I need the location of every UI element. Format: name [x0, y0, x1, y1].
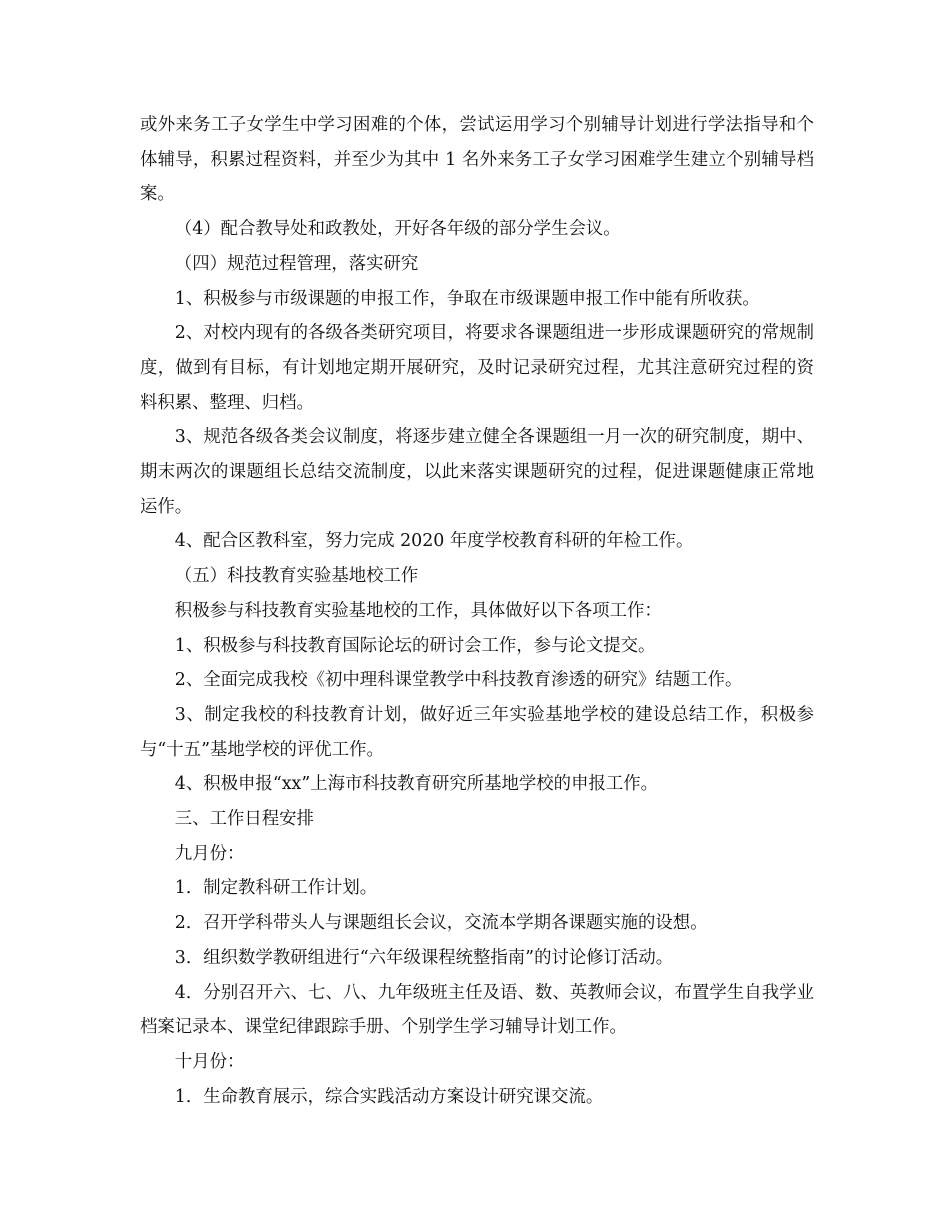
- list-item: 2．召开学科带头人与课题组长会议，交流本学期各课题实施的设想。: [174, 913, 708, 934]
- paragraph: 1、积极参与科技教育国际论坛的研讨会工作，参与论文提交。: [174, 635, 656, 656]
- section-heading: 三、工作日程安排: [174, 809, 314, 830]
- list-item: 1．制定教科研工作计划。: [174, 878, 378, 899]
- list-item: 3．组织数学教研组进行“六年级课程统整指南”的讨论修订活动。: [174, 947, 674, 968]
- paragraph: 4、配合区教科室，努力完成 2020 年度学校教育科研的年检工作。: [174, 531, 694, 552]
- paragraph: 积极参与科技教育实验基地校的工作，具体做好以下各项工作：: [174, 600, 662, 621]
- list-item: 1．生命教育展示，综合实践活动方案设计研究课交流。: [174, 1086, 604, 1107]
- paragraph: 4、积极申报“xx”上海市科技教育研究所基地学校的申报工作。: [174, 774, 659, 795]
- document-body: [140, 108, 814, 1114]
- month-heading: 九月份：: [174, 843, 245, 864]
- paragraph: 3、制定我校的科技教育计划，做好近三年实验基地学校的建设总结工作，积极参与“十五”基地学校的评优工作。: [140, 704, 814, 760]
- section-heading: （四）规范过程管理，落实研究: [174, 253, 419, 274]
- month-heading: 十月份：: [174, 1051, 245, 1072]
- paragraph: 3、规范各级各类会议制度，将逐步建立健全各课题组一月一次的研究制度，期中、期末两次的课题组长总结交流制度，以此来落实课题研究的过程，促进课题健康正常地运作。: [140, 427, 814, 517]
- paragraph: 或外来务工子女学生中学习困难的个体，尝试运用学习个别辅导计划进行学法指导和个体辅导，积累过程资料，并至少为其中 1 名外来务工子女学习困难学生建立个别辅导档案。: [140, 115, 814, 205]
- paragraph: 1、积极参与市级课题的申报工作，争取在市级课题申报工作中能有所收获。: [174, 288, 760, 309]
- paragraph: 2、全面完成我校《初中理科课堂教学中科技教育渗透的研究》结题工作。: [174, 670, 743, 691]
- paragraph: （4）配合教导处和政教处，开好各年级的部分学生会议。: [174, 219, 621, 240]
- section-heading: （五）科技教育实验基地校工作: [174, 566, 419, 587]
- list-item: 4．分别召开六、七、八、九年级班主任及语、数、英教师会议，布置学生自我学业档案记录本、课堂纪律跟踪手册、个别学生学习辅导计划工作。: [140, 982, 814, 1038]
- paragraph: 2、对校内现有的各级各类研究项目，将要求各课题组进一步形成课题研究的常规制度，做到有目标，有计划地定期开展研究，及时记录研究过程，尤其注意研究过程的资料积累、整理、归档。: [140, 323, 814, 413]
